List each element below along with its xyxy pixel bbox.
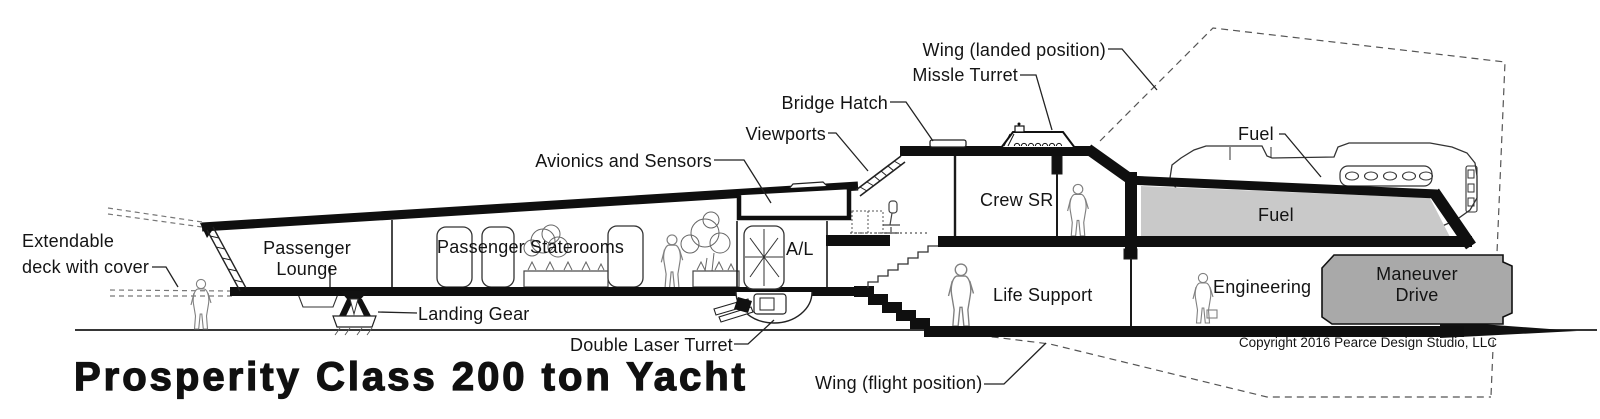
viewports-band [856,156,905,196]
label-double-laser-turret: Double Laser Turret [570,335,733,355]
label-airlock: A/L [786,239,814,259]
landing-gear [333,291,376,335]
double-laser-turret [714,292,812,323]
label-passenger-lounge-line2: Lounge [276,259,338,279]
label-maneuver-drive-line2: Drive [1395,285,1439,305]
label-landing-gear: Landing Gear [418,304,530,324]
label-viewports: Viewports [745,124,826,144]
stairs [868,246,938,288]
label-extendable-deck [22,231,149,278]
label-maneuver-drive [1357,264,1477,306]
airlock-iris-door [744,226,784,289]
label-life-support: Life Support [993,285,1093,305]
label-extendable-deck-line2: deck with cover [22,257,150,277]
label-passenger-lounge [252,238,362,280]
label-maneuver-drive-line1: Maneuver [1376,264,1458,284]
label-passenger-lounge-line1: Passenger [263,238,351,258]
missile-turret [1001,123,1075,149]
cockpit-console [850,211,928,233]
diagram-title: Prosperity Class 200 ton Yacht [74,355,748,399]
label-crew-sr: Crew SR [980,190,1054,210]
label-bridge-hatch: Bridge Hatch [781,93,888,113]
label-fuel-tank: Fuel [1258,205,1294,225]
pilot-chair [883,201,900,233]
nose-viewport [207,227,246,291]
label-extendable-deck-line1: Extendable [22,231,115,251]
bridge-hatch [930,140,966,147]
avionics-bay [739,187,849,218]
label-wing-flight: Wing (flight position) [815,373,983,393]
label-avionics-sensors: Avionics and Sensors [535,151,712,171]
copyright-notice: Copyright 2016 Pearce Design Studio, LLC [1238,335,1497,350]
label-missle-turret: Missle Turret [912,65,1018,85]
label-engineering: Engineering [1213,277,1312,297]
label-fuel-wing: Fuel [1238,124,1274,144]
label-wing-landed: Wing (landed position) [922,40,1106,60]
label-passenger-staterooms: Passenger Staterooms [437,237,625,257]
